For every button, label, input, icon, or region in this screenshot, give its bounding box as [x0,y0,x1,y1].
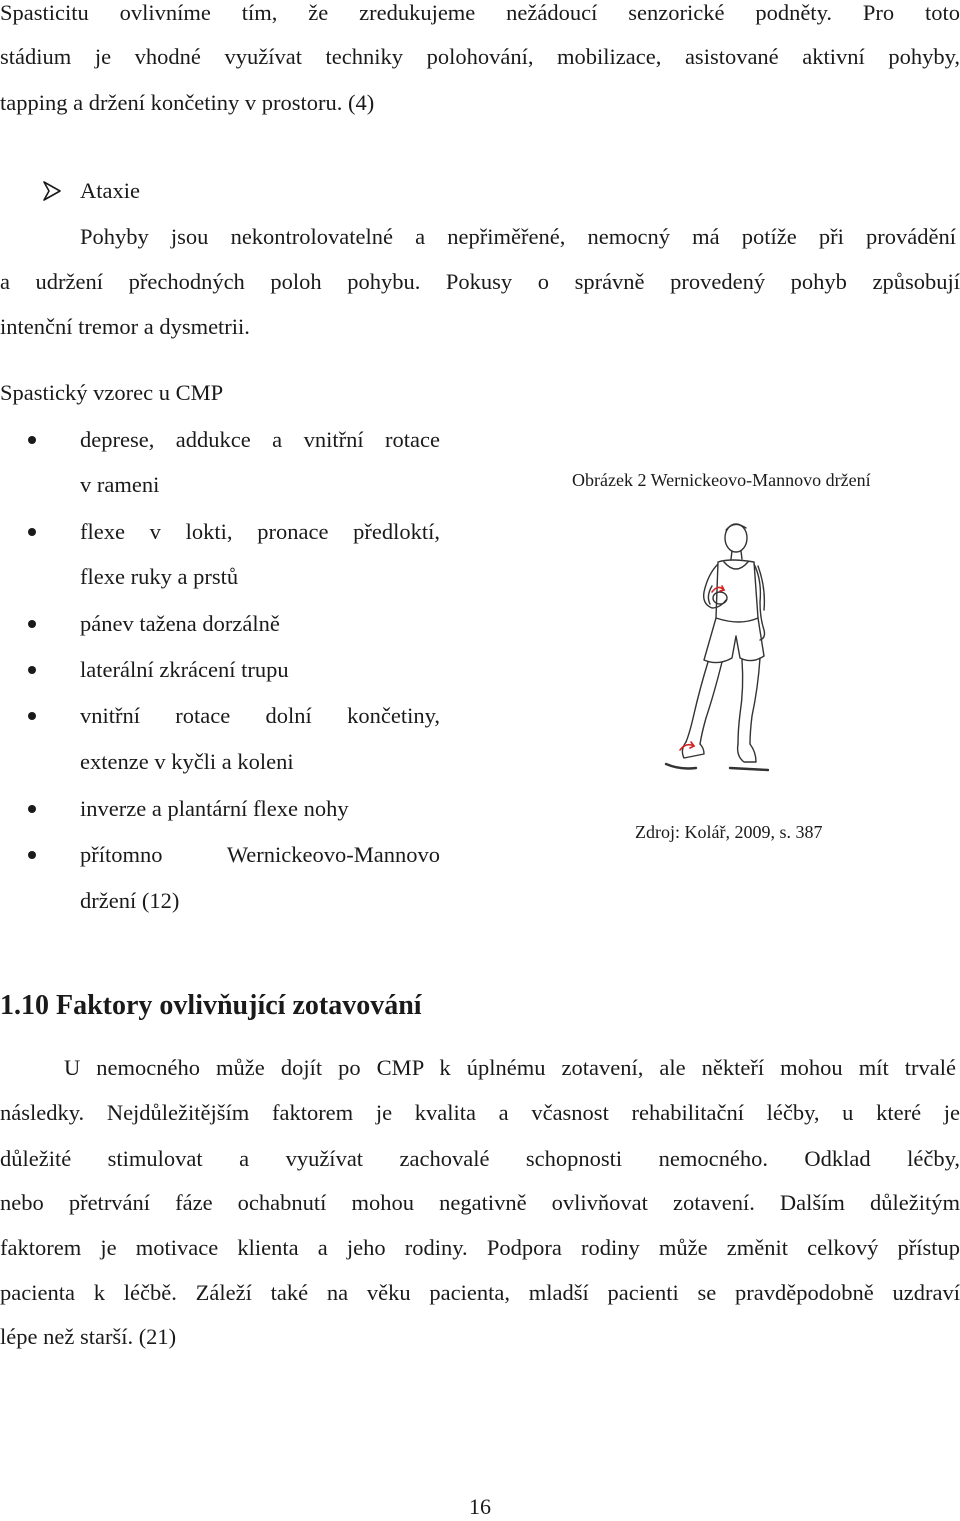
section-heading: 1.10 Faktory ovlivňující zotavování [0,990,422,1021]
list-item-1-line-1: deprese, addukce a vnitřní rotace [80,427,440,452]
list-item-2-line-1: flexe v lokti, pronace předloktí, [80,519,440,544]
list-bullet [28,620,36,628]
list-item-7-line-2: držení (12) [80,888,180,913]
list-item-5-line-1: vnitřní rotace dolní končetiny, [80,703,440,728]
list-item-3: pánev tažena dorzálně [80,611,280,636]
ataxie-line-3: intenční tremor a dysmetrii. [0,314,250,339]
list-item-5-line-2: extenze v kyčli a koleni [80,749,294,774]
section-line-2: následky. Nejdůležitějším faktorem je kvalita a včasnost rehabilitační léčby, u které je [0,1100,960,1125]
list-bullet [28,805,36,813]
list-bullet [28,666,36,674]
list-bullet [28,436,36,444]
page-number: 16 [469,1494,491,1519]
list-item-2-line-2: flexe ruky a prstů [80,564,239,589]
ataxie-line-1: Pohyby jsou nekontrolovatelné a nepřiměřené, nemocný má potíže při provádění [80,224,956,249]
section-line-6: pacienta k léčbě. Záleží také na věku pacienta, mladší pacienti se pravděpodobně uzdraví [0,1280,960,1305]
ataxie-title: Ataxie [80,178,140,203]
ataxie-line-2: a udržení přechodných poloh pohybu. Pokusy o správně provedený pohyb způsobují [0,269,960,294]
list-item-1-line-2: v rameni [80,472,160,497]
section-line-4: nebo přetrvání fáze ochabnutí mohou negativně ovlivňovat zotavení. Dalším důležitým [0,1190,960,1215]
pattern-title: Spastický vzorec u CMP [0,380,224,405]
list-item-6: inverze a plantární flexe nohy [80,796,349,821]
figure-source: Zdroj: Kolář, 2009, s. 387 [635,822,823,842]
list-item-4: laterální zkrácení trupu [80,657,289,682]
section-line-7: lépe než starší. (21) [0,1324,177,1349]
intro-line-1: Spasticitu ovlivníme tím, že zredukujeme nežádoucí senzorické podněty. Pro toto [0,0,960,25]
section-line-3: důležité stimulovat a využívat zachovalé schopnosti nemocného. Odklad léčby, [0,1146,960,1171]
arrow-bullet-icon [42,181,62,201]
list-item-7-line-1: přítomno Wernickeovo-Mannovo [80,842,440,867]
intro-line-3: tapping a držení končetiny v prostoru. (4) [0,90,375,115]
section-line-1: U nemocného může dojít po CMP k úplnému zotavení, ale někteří mohou mít trvalé [64,1055,956,1080]
figure-caption: Obrázek 2 Wernickeovo-Mannovo držení [572,470,871,490]
list-bullet [28,528,36,536]
intro-line-2: stádium je vhodné využívat techniky polohování, mobilizace, asistované aktivní pohyby, [0,44,960,69]
list-bullet [28,712,36,720]
section-line-5: faktorem je motivace klienta a jeho rodiny. Podpora rodiny může změnit celkový přístup [0,1235,960,1260]
wernicke-mann-posture-illustration [660,518,780,780]
list-bullet [28,851,36,859]
